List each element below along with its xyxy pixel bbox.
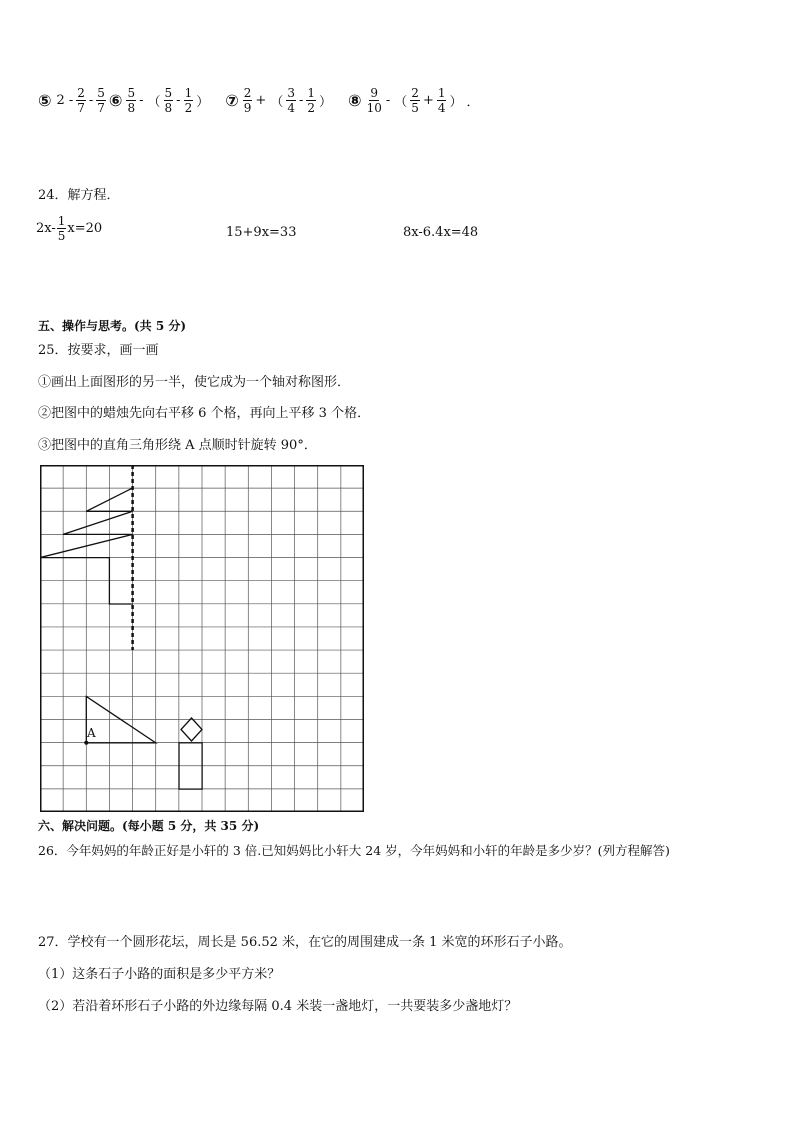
operator: - xyxy=(176,92,181,108)
q27-text: 27．学校有一个圆形花坛，周长是 56.52 米，在它的周围建成一条 1 米宽的环形石子小路。 xyxy=(38,935,572,950)
operator: ） xyxy=(196,94,210,110)
operator: （ xyxy=(270,94,284,110)
denominator: 4 xyxy=(437,100,446,115)
operator: ． xyxy=(466,94,480,110)
numerator: 2 xyxy=(77,85,85,100)
fraction xyxy=(437,86,447,115)
candle-flame xyxy=(181,718,202,741)
section6-heading: 六、解决问题。(每小题 5 分，共 35 分) xyxy=(38,819,260,833)
fraction xyxy=(126,86,136,115)
eq1-left: 2x- xyxy=(36,220,56,236)
q23-item-7 xyxy=(225,86,334,115)
numerator: 3 xyxy=(287,85,295,100)
q24-equation-1 xyxy=(36,214,102,243)
q24-title: 24．解方程． xyxy=(38,188,120,203)
operator: - xyxy=(88,92,94,108)
fraction xyxy=(306,86,316,115)
q26-text: 26．今年妈妈的年龄正好是小轩的 3 倍.已知妈妈比小轩大 24 岁，今年妈妈和小轩的年龄是多少岁？(列方程解答) xyxy=(38,843,670,858)
fraction xyxy=(410,86,420,115)
eq1-frac-den: 5 xyxy=(57,229,66,243)
denominator: 5 xyxy=(411,100,419,115)
operator: - xyxy=(68,92,74,108)
denominator: 2 xyxy=(184,100,193,115)
drawing-grid xyxy=(40,465,364,812)
q25-task-1: ①画出上面图形的另一半，使它成为一个轴对称图形． xyxy=(38,375,351,390)
numerator: 5 xyxy=(97,85,105,100)
fraction xyxy=(243,86,253,115)
numerator: 5 xyxy=(127,85,136,100)
q25-task-2: ②把图中的蜡烛先向右平移 6 个格，再向上平移 3 个格． xyxy=(38,406,371,421)
item-number: ⑥ xyxy=(108,90,123,110)
operator: + xyxy=(422,92,434,108)
eq1-frac-num: 1 xyxy=(57,214,66,228)
denominator: 4 xyxy=(287,100,295,115)
fraction xyxy=(96,86,106,115)
operator: （ xyxy=(147,94,161,110)
eq1-fraction xyxy=(57,214,67,243)
q23-expressions xyxy=(38,80,496,120)
denominator: 2 xyxy=(307,100,316,115)
q24-equation-2: 15+9x=33 xyxy=(226,225,297,240)
q27-sub-1: （1）这条石子小路的面积是多少平方米？ xyxy=(38,967,281,982)
q25-title: 25．按要求，画一画 xyxy=(38,343,159,358)
denominator: 7 xyxy=(77,100,85,115)
eq1-right: x=20 xyxy=(67,220,103,236)
numerator: 2 xyxy=(411,85,419,100)
operator: + xyxy=(255,92,267,108)
operator: - xyxy=(385,92,391,108)
numerator: 9 xyxy=(370,85,379,100)
denominator: 8 xyxy=(127,100,136,115)
operator: - xyxy=(139,92,144,108)
fraction xyxy=(164,86,174,115)
item-number: ⑧ xyxy=(348,90,362,110)
q25-task-3: ③把图中的直角三角形绕 A 点顺时针旋转 90°． xyxy=(38,438,317,453)
q23-item-5 xyxy=(38,86,107,115)
fraction xyxy=(76,86,86,115)
operator: ） xyxy=(319,94,333,110)
item-number: ⑤ xyxy=(38,90,52,110)
item-number: ⑦ xyxy=(225,90,239,110)
q24-equation-3: 8x-6.4x=48 xyxy=(403,225,479,240)
operator: - xyxy=(298,92,304,108)
numerator: 1 xyxy=(184,85,193,100)
numerator: 1 xyxy=(307,85,316,100)
denominator: 9 xyxy=(243,100,252,115)
denominator: 10 xyxy=(366,100,382,115)
section5-heading: 五、操作与思考。(共 5 分) xyxy=(38,319,187,333)
point-a-dot xyxy=(84,741,88,745)
q23-item-8 xyxy=(348,86,481,115)
numerator: 5 xyxy=(164,85,173,100)
numerator: 2 xyxy=(243,85,252,100)
point-a-label: A xyxy=(87,726,96,740)
operator: ） xyxy=(449,94,463,110)
fraction xyxy=(184,86,194,115)
q27-sub-2: （2）若沿着环形石子小路的外边缘每隔 0.4 米装一盏地灯，一共要装多少盏地灯？ xyxy=(38,999,518,1014)
q23-row xyxy=(38,86,496,115)
numerator: 1 xyxy=(437,85,446,100)
fraction xyxy=(366,86,383,115)
denominator: 8 xyxy=(164,100,173,115)
denominator: 7 xyxy=(97,100,105,115)
operator: 2 xyxy=(56,92,65,108)
operator: （ xyxy=(394,94,408,110)
q23-item-6 xyxy=(109,86,211,115)
fraction xyxy=(286,86,296,115)
